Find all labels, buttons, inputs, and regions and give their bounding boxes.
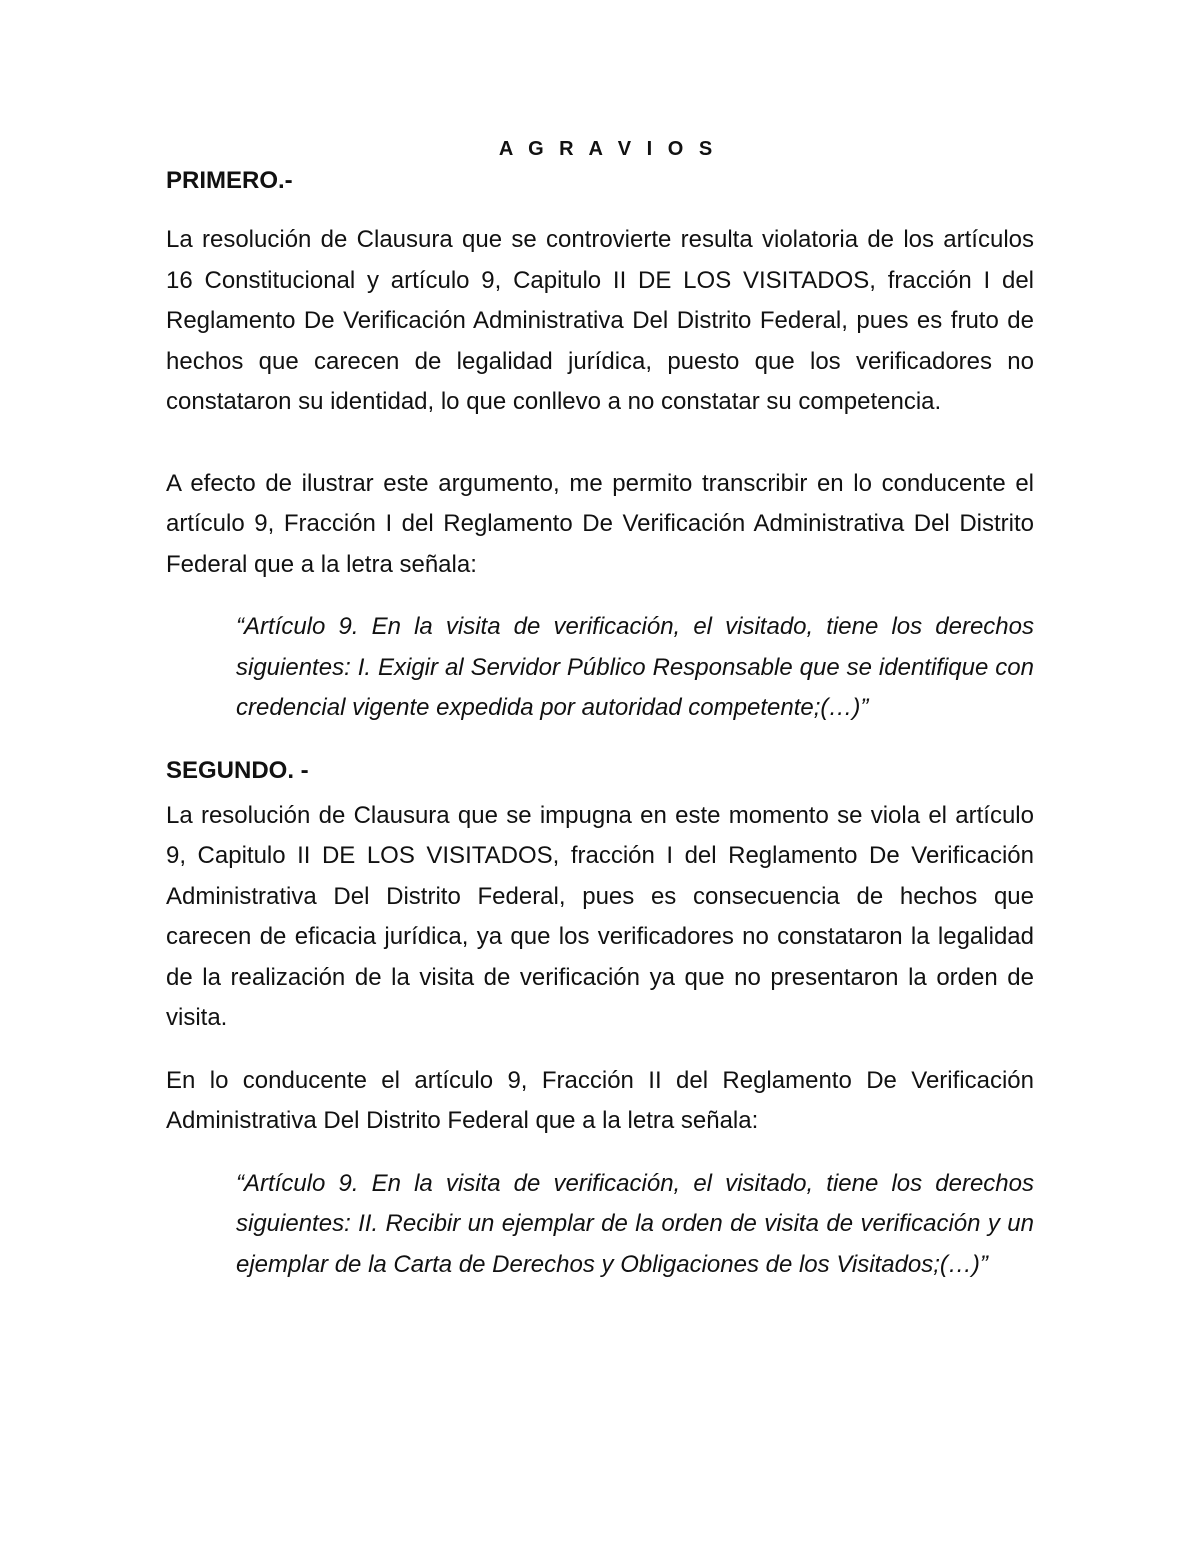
document-page xyxy=(166,138,1034,1285)
paragraph-segundo-2: En lo conducente el artículo 9, Fracción II del Reglamento De Verificación Administrativa Del Distrito Federal que a la letra señala: xyxy=(166,1066,1034,1135)
section-heading-primero: PRIMERO.- xyxy=(166,167,293,194)
paragraph-primero-2: A efecto de ilustrar este argumento, me permito transcribir en lo conducente el artículo 9, Fracción I del Reglamento De Verificación Administrativa Del Distrito Federal que a la letra señala: xyxy=(166,469,1034,578)
quote-articulo-9-fraccion-i: “Artículo 9. En la visita de verificación, el visitado, tiene los derechos siguientes: I. Exigir al Servidor Público Responsable que se identifique con credencial vigente expedida por autoridad competente;(…)” xyxy=(236,613,1034,722)
document-title: A G R A V I O S xyxy=(498,138,718,160)
quote-articulo-9-fraccion-ii: “Artículo 9. En la visita de verificación, el visitado, tiene los derechos siguientes: II. Recibir un ejemplar de la orden de visita de verificación y un ejemplar de la Carta de Derechos y Obligaciones de los Visitados;(…)” xyxy=(236,1169,1034,1278)
paragraph-primero-1: La resolución de Clausura que se controvierte resulta violatoria de los artículos 16 Constitucional y artículo 9, Capitulo II DE LOS VISITADOS, fracción I del Reglamento De Verificación Administrativa Del Distrito Federal, pues es fruto de hechos que carecen de legalidad jurídica, puesto que los verificadores no constataron su identidad, lo que conllevo a no constatar su competencia. xyxy=(166,226,1034,416)
paragraph-segundo-1: La resolución de Clausura que se impugna en este momento se viola el artículo 9, Capitulo II DE LOS VISITADOS, fracción I del Reglamento De Verificación Administrativa Del Distrito Federal, pues es consecuencia de hechos que carecen de eficacia jurídica, ya que los verificadores no constataron la legalidad de la realización de la visita de verificación ya que no presentaron la orden de visita. xyxy=(166,801,1034,1032)
section-heading-segundo: SEGUNDO. - xyxy=(166,756,309,784)
